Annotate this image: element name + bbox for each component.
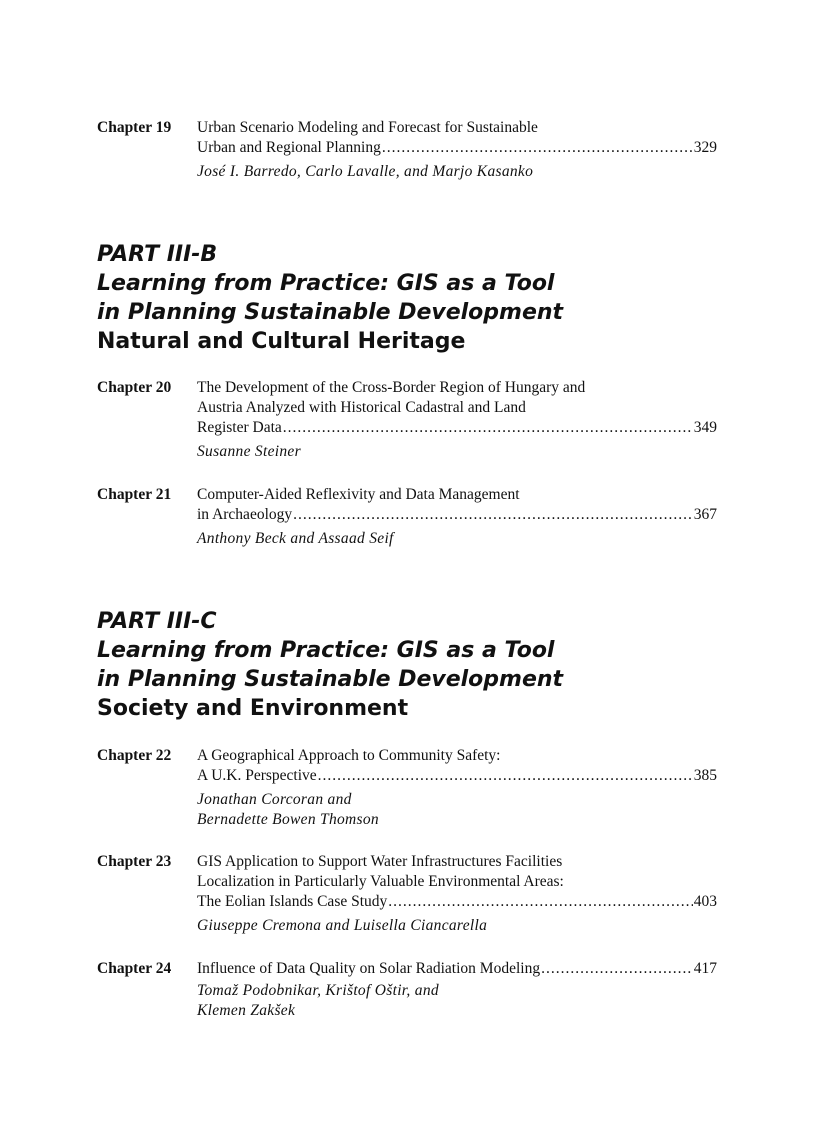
dot-leader — [283, 418, 693, 438]
chapter-authors — [197, 790, 717, 830]
author-line: José I. Barredo, Carlo Lavalle, and Marjo Kasanko — [197, 163, 534, 180]
part-heading-iii-b — [97, 240, 717, 356]
chapter-title-line: Computer-Aided Reflexivity and Data Management — [197, 486, 520, 503]
part-subtitle-line: Learning from Practice: GIS as a Tool — [97, 271, 555, 296]
chapter-title-line: Localization in Particularly Valuable Environmental Areas: — [197, 873, 564, 890]
page-number: 329 — [693, 139, 717, 156]
part-section-title: Society and Environment — [97, 696, 409, 721]
chapter-title-line: Urban and Regional Planning — [197, 139, 381, 156]
author-line: Klemen Zakšek — [197, 1002, 296, 1019]
page-number: 349 — [693, 419, 717, 436]
chapter-authors — [197, 916, 717, 936]
chapter-title-line: A U.K. Perspective — [197, 767, 317, 784]
toc-entry-chapter-20[interactable] — [97, 378, 717, 462]
dot-leader — [293, 505, 693, 525]
chapter-number: Chapter 21 — [97, 486, 172, 503]
page-number: 385 — [693, 767, 717, 784]
dot-leader — [382, 138, 693, 158]
part-subtitle-line: in Planning Sustainable Development — [97, 300, 564, 325]
chapter-number: Chapter 24 — [97, 960, 172, 977]
toc-entry-chapter-24[interactable] — [97, 959, 717, 1021]
chapter-title-line: The Eolian Islands Case Study — [197, 893, 388, 910]
chapter-authors — [197, 442, 717, 462]
dot-leader — [318, 766, 693, 786]
chapter-title-line: GIS Application to Support Water Infrastructures Facilities — [197, 853, 563, 870]
author-line: Giuseppe Cremona and Luisella Ciancarella — [197, 917, 488, 934]
part-number: PART III-C — [97, 609, 217, 634]
author-line: Susanne Steiner — [197, 443, 301, 460]
author-line: Jonathan Corcoran and — [197, 791, 352, 808]
chapter-title-line: Urban Scenario Modeling and Forecast for Sustainable — [197, 119, 538, 136]
chapter-title-line: in Archaeology — [197, 506, 293, 523]
dot-leader — [541, 959, 693, 979]
page-number: 367 — [693, 506, 717, 523]
chapter-title-line: A Geographical Approach to Community Safety: — [197, 747, 501, 764]
toc-entry-chapter-23[interactable] — [97, 852, 717, 936]
author-line: Anthony Beck and Assaad Seif — [197, 530, 394, 547]
dot-leader — [388, 892, 692, 912]
toc-entry-chapter-22[interactable] — [97, 746, 717, 830]
page-number: 403 — [693, 893, 717, 910]
chapter-authors — [197, 529, 717, 549]
chapter-title-line: Austria Analyzed with Historical Cadastral and Land — [197, 399, 526, 416]
chapter-title-line: Register Data — [197, 419, 282, 436]
chapter-authors — [197, 162, 717, 182]
part-heading-iii-c — [97, 607, 717, 723]
chapter-number: Chapter 23 — [97, 853, 172, 870]
part-section-title: Natural and Cultural Heritage — [97, 329, 466, 354]
chapter-number: Chapter 20 — [97, 379, 172, 396]
toc-entry-chapter-19[interactable] — [97, 118, 717, 182]
part-subtitle-line: in Planning Sustainable Development — [97, 667, 564, 692]
chapter-number: Chapter 22 — [97, 747, 172, 764]
author-line: Tomaž Podobnikar, Krištof Oštir, and — [197, 982, 439, 999]
chapter-authors — [197, 981, 717, 1021]
author-line: Bernadette Bowen Thomson — [197, 811, 379, 828]
part-number: PART III-B — [97, 242, 218, 267]
chapter-title-line: The Development of the Cross-Border Region of Hungary and — [197, 379, 586, 396]
chapter-title-line: Influence of Data Quality on Solar Radiation Modeling — [197, 960, 541, 977]
chapter-number: Chapter 19 — [97, 119, 172, 136]
toc-entry-chapter-21[interactable] — [97, 485, 717, 549]
page-number: 417 — [693, 960, 717, 977]
part-subtitle-line: Learning from Practice: GIS as a Tool — [97, 638, 555, 663]
